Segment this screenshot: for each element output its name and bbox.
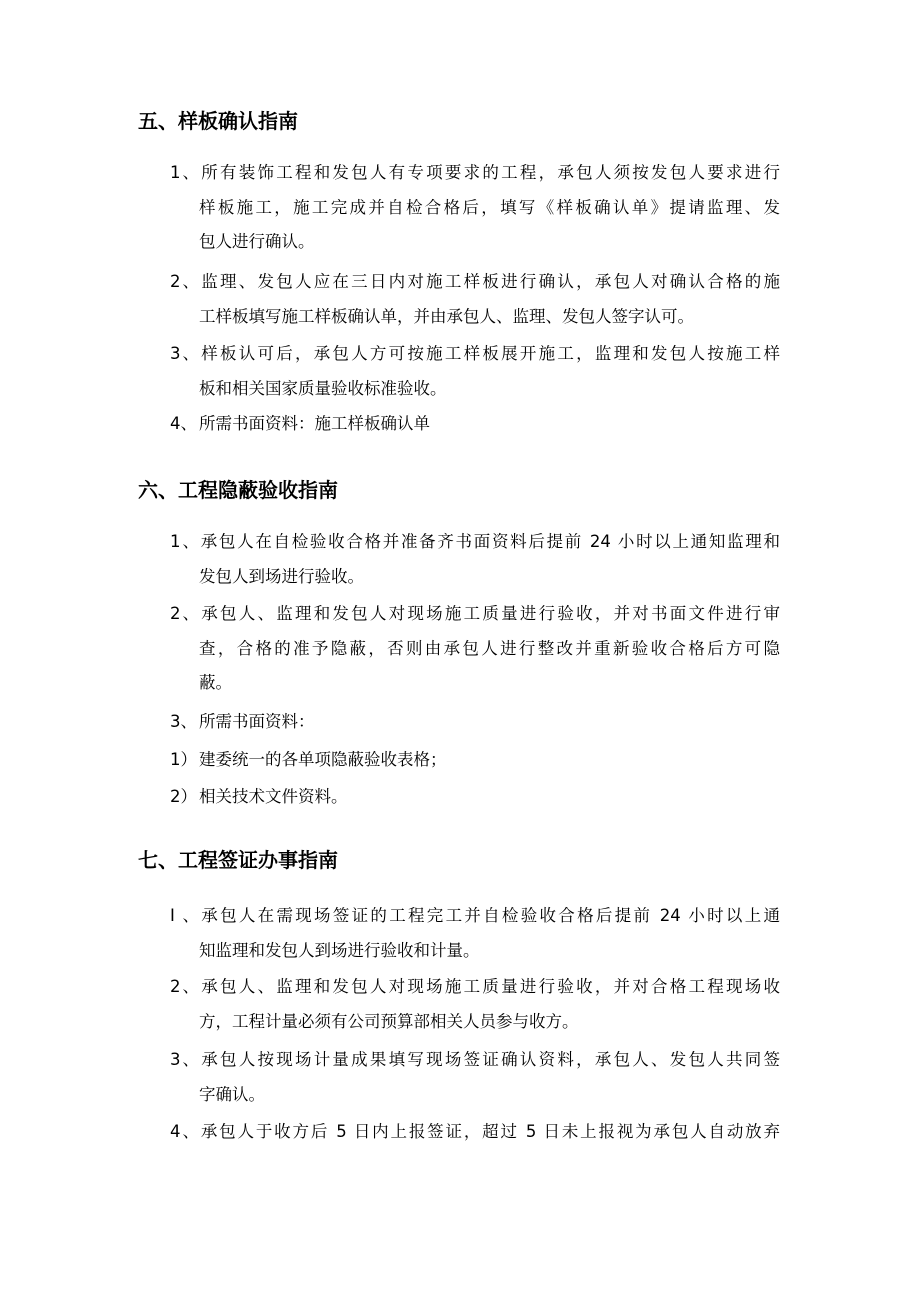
item-text: 相关技术文件资料。 <box>199 787 348 806</box>
item-text: 知监理和发包人到场进行验收和计量。 <box>199 940 480 960</box>
list-item <box>170 970 780 1039</box>
item-number: I、 <box>170 906 199 925</box>
item-text: 所需书面资料： <box>199 712 315 731</box>
item-text: 建委统一的各单项隐蔽验收表格； <box>199 750 447 769</box>
item-text: 承包人在需现场签证的工程完工并自检验收合格后提前 24 小时以上通 <box>199 906 780 925</box>
list-item <box>170 407 780 442</box>
item-number: 1） <box>170 750 197 769</box>
item-text: 查，合格的准予隐蔽，否则由承包人进行整改并重新验收合格后方可隐 <box>199 638 780 658</box>
item-text: 承包人、监理和发包人对现场施工质量进行验收，并对书面文件进行审 <box>199 604 780 623</box>
item-text: 监理、发包人应在三日内对施工样板进行确认，承包人对确认合格的施 <box>199 272 780 291</box>
list-item <box>170 899 780 968</box>
list-item <box>170 337 780 406</box>
item-number: 3、 <box>170 712 197 731</box>
item-number: 1、 <box>170 163 199 182</box>
list-item <box>170 265 780 334</box>
item-text: 样板施工，施工完成并自检合格后，填写《样板确认单》提请监理、发 <box>199 197 780 217</box>
item-text: 字确认。 <box>199 1084 265 1104</box>
item-text: 发包人到场进行验收。 <box>199 566 364 586</box>
section-title: 六、工程隐蔽验收指南 <box>138 478 338 502</box>
section-title: 七、工程签证办事指南 <box>138 848 338 872</box>
item-text: 蔽。 <box>199 673 232 692</box>
item-number: 2、 <box>170 604 199 623</box>
list-item <box>170 156 780 260</box>
item-number: 3、 <box>170 344 199 363</box>
item-text: 包人进行确认。 <box>199 232 315 251</box>
item-number: 4、 <box>170 1122 199 1141</box>
item-text: 方，工程计量必须有公司预算部相关人员参与收方。 <box>199 1011 579 1031</box>
section-title: 五、样板确认指南 <box>138 109 298 133</box>
item-number: 1、 <box>170 532 199 551</box>
item-text: 所有装饰工程和发包人有专项要求的工程，承包人须按发包人要求进行 <box>199 163 780 182</box>
list-item <box>170 780 780 815</box>
item-text: 承包人按现场计量成果填写现场签证确认资料，承包人、发包人共同签 <box>199 1050 780 1069</box>
item-text: 承包人、监理和发包人对现场施工质量进行验收，并对合格工程现场收 <box>199 977 780 996</box>
list-item <box>170 597 780 701</box>
list-item <box>170 743 780 778</box>
list-item <box>170 705 780 740</box>
list-item <box>170 525 780 594</box>
item-text: 板和相关国家质量验收标准验收。 <box>199 378 447 398</box>
list-item <box>170 1043 780 1112</box>
item-text: 样板认可后，承包人方可按施工样板展开施工，监理和发包人按施工样 <box>199 344 780 363</box>
item-text: 所需书面资料：施工样板确认单 <box>199 414 430 433</box>
list-item <box>170 1115 780 1150</box>
item-text: 承包人在自检验收合格并准备齐书面资料后提前 24 小时以上通知监理和 <box>199 532 780 551</box>
item-number: 3、 <box>170 1050 199 1069</box>
item-number: 2） <box>170 787 197 806</box>
item-text: 工样板填写施工样板确认单，并由承包人、监理、发包人签字认可。 <box>199 306 694 326</box>
item-number: 4、 <box>170 414 197 433</box>
item-number: 2、 <box>170 977 199 996</box>
item-text: 承包人于收方后 5 日内上报签证，超过 5 日未上报视为承包人自动放弃 <box>199 1122 780 1141</box>
item-number: 2、 <box>170 272 199 291</box>
